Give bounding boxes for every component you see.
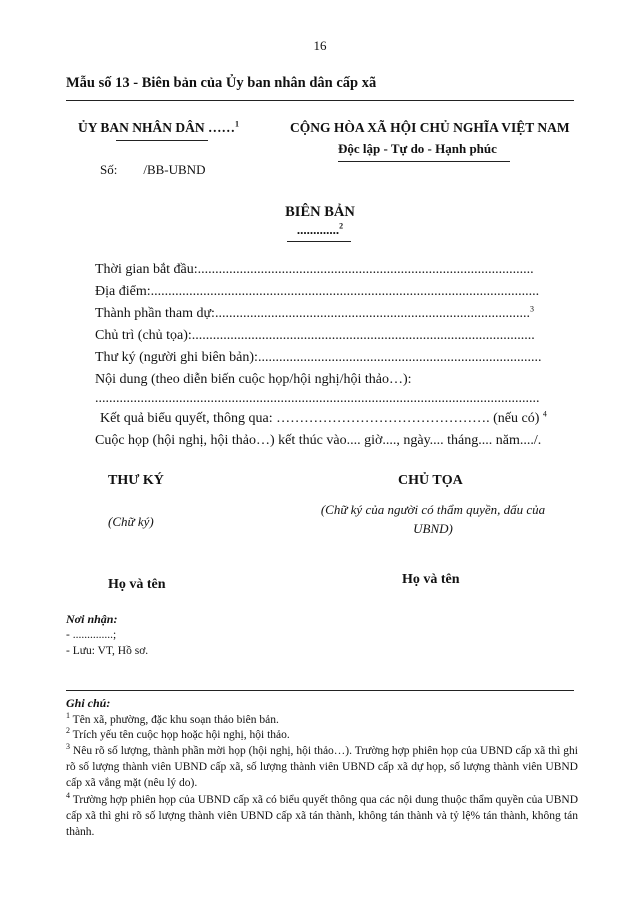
field-start-time: Thời gian bắt đầu:................................................................................................ <box>95 262 534 277</box>
document-number-suffix: /BB-UBND <box>143 162 206 177</box>
voting-result-text: Kết quả biểu quyết, thông qua: ………………………………………. (nếu có) <box>100 411 540 426</box>
field-participants <box>95 306 534 322</box>
document-subtitle <box>0 222 640 238</box>
secretary-name: Họ và tên <box>108 577 166 592</box>
footnote-ref: 2 <box>66 726 70 736</box>
field-participants-text: Thành phần tham dự:.......................................................................................... <box>95 306 530 321</box>
chair-title: CHỦ TỌA <box>398 473 463 488</box>
footnote-text: Trường hợp phiên họp của UBND cấp xã có biểu quyết thông qua các nội dung thuộc thẩm quyền của UBND cấp xã thì ghi rõ số lượng thành viên UBND cấp xã tán thành, không tán thành và tỷ lệ% tán thành, không tán thành. <box>66 794 578 838</box>
voting-result <box>100 411 547 427</box>
organization-underline <box>116 140 208 141</box>
footnote-3 <box>66 743 578 791</box>
field-content: Nội dung (theo diễn biến cuộc họp/hội nghị/hội thảo…): <box>95 372 412 387</box>
form-title: Mẫu số 13 - Biên bản của Ủy ban nhân dân cấp xã <box>66 75 377 91</box>
recipients-title: Nơi nhận: <box>66 612 118 626</box>
notes-divider <box>66 690 574 691</box>
meeting-end-time: Cuộc họp (hội nghị, hội thảo…) kết thúc vào.... giờ...., ngày.... tháng.... năm..../. <box>95 433 542 448</box>
organization-footnote-ref: 1 <box>235 119 239 129</box>
document-subtitle-dots: ............. <box>296 222 340 237</box>
footnote-1 <box>66 712 578 728</box>
motto-underline <box>338 161 510 162</box>
footnote-text: Tên xã, phường, đặc khu soạn thảo biên bản. <box>70 714 279 726</box>
footnote-ref: 3 <box>66 742 70 752</box>
organization-name: ỦY BAN NHÂN DÂN …… <box>78 120 235 135</box>
footnote-text: Trích yếu tên cuộc họp hoặc hội nghị, hội thảo. <box>70 729 290 741</box>
issuing-organization <box>78 120 239 136</box>
subtitle-underline <box>287 241 351 242</box>
footnote-4 <box>66 792 578 840</box>
result-footnote-ref: 4 <box>542 409 547 419</box>
document-number-label: Số: <box>100 162 118 177</box>
field-location: Địa điểm:............................................................................................................... <box>95 284 540 299</box>
secretary-signature-note: (Chữ ký) <box>108 514 154 529</box>
top-divider <box>66 100 574 101</box>
footnote-ref: 1 <box>66 711 70 721</box>
national-title: CỘNG HÒA XÃ HỘI CHỦ NGHĨA VIỆT NAM <box>290 120 570 135</box>
recipient-item: - Lưu: VT, Hồ sơ. <box>66 645 149 657</box>
page-number: 16 <box>313 38 327 53</box>
recipient-item: - ..............; <box>66 629 117 641</box>
field-secretary: Thư ký (người ghi biên bản):................................................................................. <box>95 350 542 365</box>
document-title: BIÊN BẢN <box>285 204 355 220</box>
footnote-text: Nêu rõ số lượng, thành phần mời họp (hội nghị, hội thảo…). Trường hợp phiên họp của UBND cấp xã thì ghi rõ số lượng thành viên UBND cấp xã, số lượng thành viên UBND cấp xã dự họp, số lượng thành viên UBND cấp xã vắng mặt (nêu lý do). <box>66 745 578 789</box>
subtitle-footnote-ref: 2 <box>339 221 344 231</box>
content-dotline: ............................................................................................................................... <box>95 391 540 406</box>
chair-signature-note: (Chữ ký của người có thẩm quyền, dấu của UBND) <box>320 502 546 536</box>
field-chair: Chủ trì (chủ tọa):.................................................................................................. <box>95 328 535 343</box>
secretary-title: THƯ KÝ <box>108 473 164 488</box>
notes-title: Ghi chú: <box>66 696 111 710</box>
national-motto: Độc lập - Tự do - Hạnh phúc <box>338 141 497 156</box>
document-number <box>100 162 205 178</box>
footnote-ref: 4 <box>66 791 70 801</box>
participants-footnote-ref: 3 <box>529 304 534 314</box>
chair-name: Họ và tên <box>402 572 460 587</box>
footnote-2 <box>66 727 578 743</box>
